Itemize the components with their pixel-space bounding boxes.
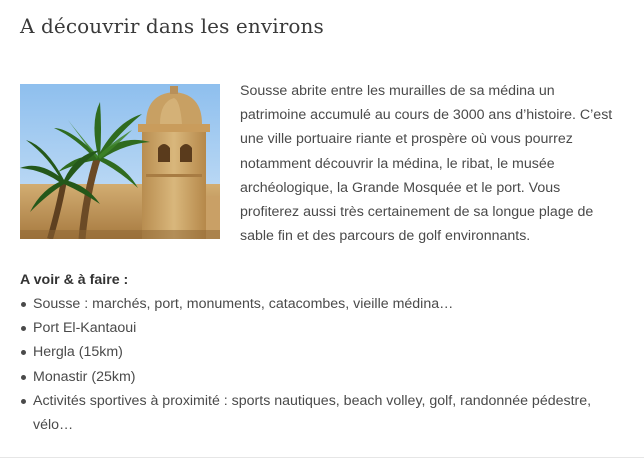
list-item: Port El-Kantaoui xyxy=(20,316,620,340)
divider xyxy=(0,457,644,458)
todo-list xyxy=(20,292,620,437)
list-item: Activités sportives à proximité : sports nautiques, beach volley, golf, randonnée pédestre, vélo… xyxy=(20,389,620,437)
section-title: A découvrir dans les environs xyxy=(20,14,324,38)
list-item: Sousse : marchés, port, monuments, catacombes, vieille médina… xyxy=(20,292,620,316)
sousse-photo xyxy=(20,84,220,239)
list-item: Monastir (25km) xyxy=(20,365,620,389)
list-item: Hergla (15km) xyxy=(20,340,620,364)
intro-paragraph: Sousse abrite entre les murailles de sa médina un patrimoine accumulé au cours de 3000 ans d’histoire. C’est une ville portuaire riante et prospère où vous pourrez notamment découvrir la médina, le ribat, le musée archéologique, la Grande Mosquée et le port. Vous profiterez aussi très certainement de sa longue plage de sable fin et des parcours de golf environnants. xyxy=(240,83,613,245)
todo-heading: A voir & à faire : xyxy=(20,272,129,288)
